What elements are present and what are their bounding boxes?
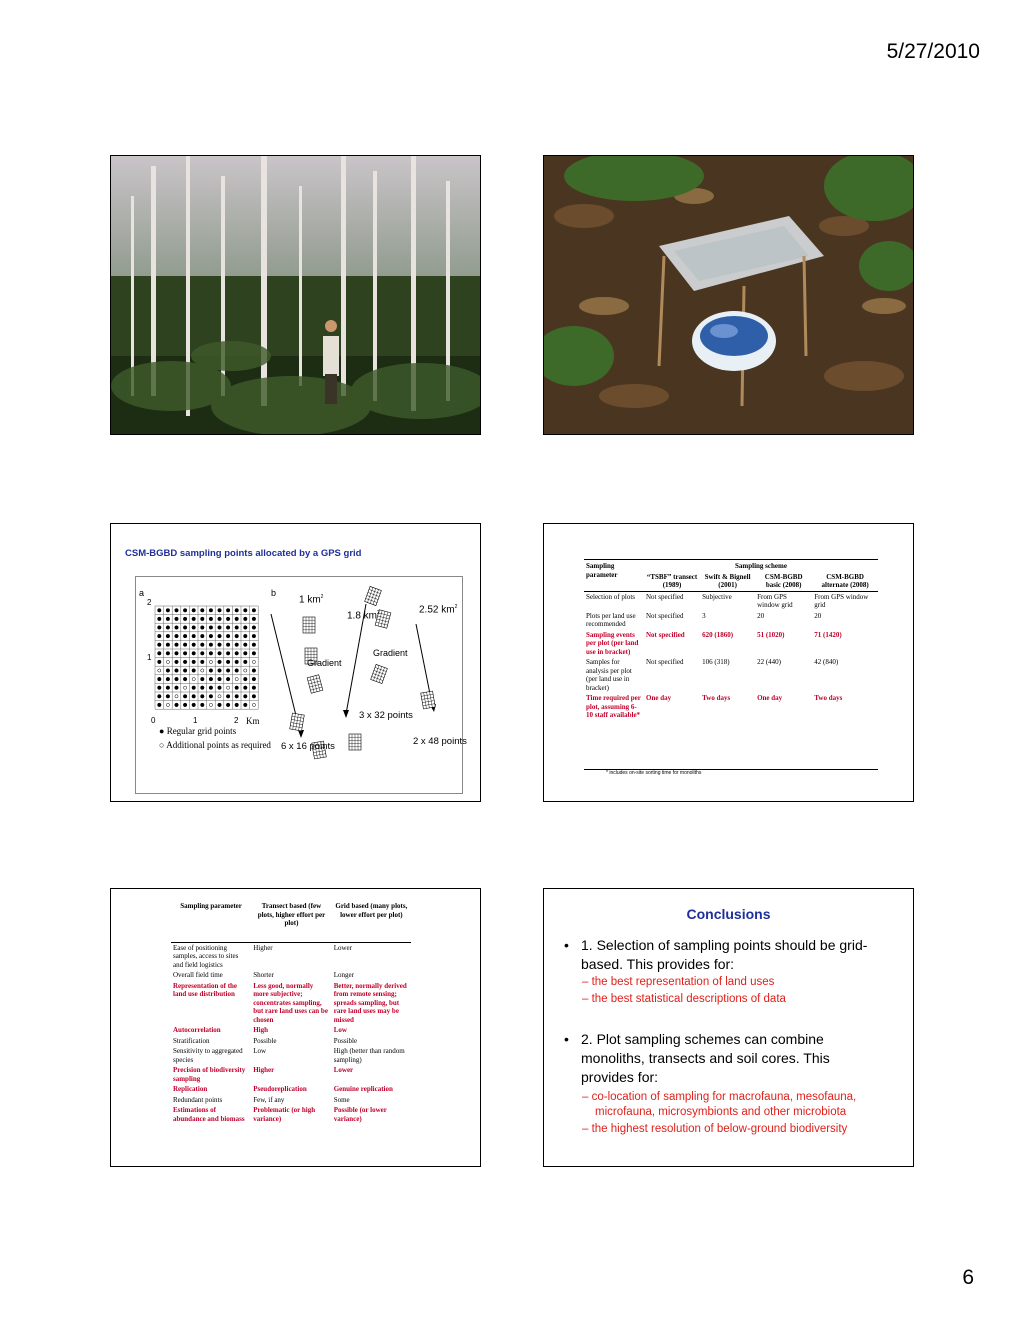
additional-point <box>227 686 230 689</box>
grid-point <box>158 643 162 647</box>
regular-grid-panel <box>155 606 258 709</box>
cell-p: Autocorrelation <box>173 1026 221 1034</box>
row-value: Subjective <box>702 592 732 601</box>
table-row <box>584 591 878 611</box>
slide-date: 5/27/2010 <box>886 40 980 63</box>
grid-point <box>192 617 196 621</box>
additional-point <box>252 703 255 706</box>
grid-point <box>226 703 230 707</box>
legend-additional: ○ Additional points as required <box>159 740 271 750</box>
gradient-label-2: Gradient <box>373 648 408 658</box>
grid-point <box>192 634 196 638</box>
table-row <box>171 1046 411 1065</box>
column-header: Sampling parameter <box>180 902 242 910</box>
grid-point <box>183 677 187 681</box>
x-tick-2: 2 <box>234 716 239 725</box>
grid-point <box>244 652 248 656</box>
slide-sampling-scheme-table <box>543 523 914 802</box>
row-value: 71 (1420) <box>814 630 842 639</box>
additional-point <box>192 678 195 681</box>
grid-point <box>226 609 230 613</box>
grid-point <box>175 609 179 613</box>
design-2x48: 2 x 48 points <box>413 736 467 747</box>
cell-b: Possible <box>333 1036 358 1045</box>
grid-point <box>183 660 187 664</box>
grid-point <box>244 634 248 638</box>
grid-point <box>226 634 230 638</box>
column-header: CSM-BGBD basic (2008) <box>764 572 803 589</box>
grid-point <box>218 634 222 638</box>
grid-point <box>166 677 170 681</box>
grid-point <box>209 652 213 656</box>
cell-a: Higher <box>253 1066 275 1074</box>
slide-forest-photo <box>110 155 481 435</box>
grid-point <box>166 643 170 647</box>
cell-b: Some <box>333 1095 350 1104</box>
row-value: 20 <box>757 611 765 620</box>
grid-point <box>209 609 213 613</box>
grid-point <box>166 695 170 699</box>
grid-point <box>244 695 248 699</box>
grid-point <box>158 686 162 690</box>
grid-point <box>218 609 222 613</box>
grid-point <box>192 626 196 630</box>
grid-point <box>192 695 196 699</box>
grid-point <box>226 677 230 681</box>
grid-point <box>218 669 222 673</box>
grid-point <box>166 669 170 673</box>
grid-point <box>175 643 179 647</box>
row-value: 51 (1020) <box>757 630 785 639</box>
grid-point <box>252 626 256 630</box>
grid-point <box>244 609 248 613</box>
cell-a: High <box>253 1026 268 1034</box>
additional-point <box>201 669 204 672</box>
cell-p: Estimations of abundance and biomass <box>173 1106 245 1123</box>
row-value: Two days <box>814 694 843 702</box>
grid-point <box>226 669 230 673</box>
grid-point <box>158 695 162 699</box>
area-1-8km: 1.8 $km^2$ <box>347 610 380 622</box>
column-header: “TSBF” transect (1989) <box>646 572 698 589</box>
grid-diagram <box>111 524 481 802</box>
column-header: CSM-BGBD alternate (2008) <box>821 572 869 589</box>
slide-conclusions: Conclusions • 1. Selection of sampling points should be grid- based. This provides for: – the best representation of land uses – the best statistical descriptions of data • 2. Plot sampling schemes can combine monoliths, transects and soil cores. This provides for: – co-location of sampling for macrofauna, mesofauna, microfauna, microsymbionts and other microbiota – the highest resolution of below-ground biodiversity <box>543 888 914 1167</box>
grid-point <box>235 643 239 647</box>
grid-point <box>158 634 162 638</box>
row-param: Sampling events per plot (per land use in bracket) <box>586 630 639 656</box>
slide-trap-photo <box>543 155 914 435</box>
cell-b: Low <box>333 1026 347 1034</box>
arrow-head <box>298 730 304 738</box>
grid-point <box>252 609 256 613</box>
grid-point <box>209 626 213 630</box>
row-value: 620 (1860) <box>702 630 734 639</box>
header-param: Sampling parameter <box>586 562 618 579</box>
row-value: One day <box>757 694 783 702</box>
grid-point <box>201 695 205 699</box>
bullet-2-sub-2: – the highest resolution of below-ground biodiversity <box>582 1123 848 1135</box>
row-value: Not specified <box>646 658 684 666</box>
grid-point <box>226 617 230 621</box>
grid-point <box>252 634 256 638</box>
sample-plot <box>365 586 382 605</box>
header-scheme: Sampling scheme <box>735 562 787 570</box>
cell-p: Precision of biodiversity sampling <box>173 1066 246 1083</box>
table-row <box>584 657 878 693</box>
grid-point <box>175 617 179 621</box>
row-value: From GPS window grid <box>814 592 869 609</box>
cell-p: Stratification <box>173 1036 210 1045</box>
cell-b: Possible (or lower variance) <box>333 1106 387 1123</box>
area-1km: 1 $km^2$ <box>299 594 324 606</box>
y-tick-1: 1 <box>147 653 152 662</box>
page-number: 6 <box>962 1266 974 1289</box>
grid-point <box>209 669 213 673</box>
grid-point <box>218 677 222 681</box>
grid-point <box>192 609 196 613</box>
cell-b: Genuine replication <box>333 1085 393 1093</box>
row-value: From GPS window grid <box>757 592 793 609</box>
grid-point <box>244 626 248 630</box>
sample-plot <box>307 675 323 694</box>
cell-p: Redundant points <box>173 1095 223 1104</box>
additional-point <box>166 703 169 706</box>
grid-point <box>166 617 170 621</box>
grid-point <box>226 660 230 664</box>
grid-point <box>218 626 222 630</box>
grid-point <box>218 660 222 664</box>
cell-p: Ease of positioning samples, access to sites and field logistics <box>173 943 239 969</box>
grid-point <box>183 703 187 707</box>
grid-point <box>252 695 256 699</box>
row-param: Samples for analysis per plot (per land use in bracket) <box>586 658 632 692</box>
table-row <box>171 1065 411 1084</box>
table-footnote: * includes on-site sorting time for monoliths <box>606 770 702 776</box>
panel-a-label: a <box>139 588 145 598</box>
grid-point <box>244 660 248 664</box>
sample-plot <box>421 691 436 709</box>
grid-point <box>244 703 248 707</box>
grid-point <box>201 609 205 613</box>
cell-b: Lower <box>333 1066 354 1074</box>
grid-point <box>252 643 256 647</box>
sample-plot <box>371 664 388 683</box>
sample-plot <box>290 713 305 731</box>
cell-b: Better, normally derived from remote sensing; spreads sampling, but rare land uses may be missed <box>333 981 407 1024</box>
table-row <box>171 1025 411 1036</box>
row-value: One day <box>646 694 672 702</box>
grid-point <box>235 652 239 656</box>
grid-point <box>175 660 179 664</box>
grid-point <box>201 652 205 656</box>
grid-point <box>183 643 187 647</box>
grid-point <box>244 677 248 681</box>
cell-b: Longer <box>333 971 354 979</box>
table-row <box>171 1095 411 1106</box>
table-top-rule <box>584 559 878 560</box>
grid-point <box>175 626 179 630</box>
grid-point <box>235 609 239 613</box>
grid-point <box>252 686 256 690</box>
comparison-table <box>171 901 411 1124</box>
grid-point <box>218 643 222 647</box>
grid-point <box>244 643 248 647</box>
grid-point <box>192 660 196 664</box>
arrow-head <box>343 710 349 718</box>
grid-point <box>158 609 162 613</box>
grid-point <box>183 695 187 699</box>
sampling-scheme-table <box>584 561 878 721</box>
grid-point <box>209 686 213 690</box>
grid-point <box>218 617 222 621</box>
grid-point <box>158 617 162 621</box>
cell-b: High (better than random sampling) <box>333 1047 405 1064</box>
row-value: Not specified <box>646 592 684 601</box>
grid-point <box>201 617 205 621</box>
row-param: Time required per plot, assuming 6-10 staff available* <box>586 694 641 719</box>
grid-point <box>244 617 248 621</box>
additional-point <box>209 660 212 663</box>
row-param: Selection of plots <box>586 592 635 601</box>
grid-point <box>158 703 162 707</box>
sample-plot <box>349 734 361 750</box>
grid-point <box>192 652 196 656</box>
table-row <box>171 1036 411 1047</box>
grid-point <box>183 626 187 630</box>
grid-point <box>201 626 205 630</box>
gradient-label-1: Gradient <box>307 658 342 668</box>
grid-point <box>218 686 222 690</box>
grid-point <box>235 660 239 664</box>
grid-point <box>209 617 213 621</box>
grid-point <box>235 695 239 699</box>
x-tick-0: 0 <box>151 716 156 725</box>
additional-point <box>209 703 212 706</box>
area-2-52km: 2.52 $km^2$ <box>419 604 458 616</box>
grid-point <box>175 677 179 681</box>
slide-comparison-table <box>110 888 481 1167</box>
grid-point <box>201 634 205 638</box>
design-3x32: 3 x 32 points <box>359 710 413 721</box>
cell-b: Lower <box>333 943 352 952</box>
cell-p: Sensitivity to aggregated species <box>173 1047 243 1064</box>
grid-point <box>201 677 205 681</box>
cell-a: Less good, normally more subjective; concentrates sampling, but rare land uses can be chosen <box>253 981 328 1024</box>
grid-point <box>158 626 162 630</box>
row-value: Not specified <box>646 611 684 620</box>
grid-point <box>192 686 196 690</box>
grid-point <box>183 617 187 621</box>
conclusions-title: Conclusions <box>686 906 771 922</box>
grid-point <box>192 643 196 647</box>
bullet-2-sub-1-cont: microfauna, microsymbionts and other microbiota <box>595 1106 847 1118</box>
grid-point <box>252 652 256 656</box>
grid-point <box>252 669 256 673</box>
pitfall-trap-photo <box>544 156 914 435</box>
grid-point <box>166 609 170 613</box>
row-value: 106 (318) <box>702 658 730 666</box>
additional-point <box>252 660 255 663</box>
cell-p: Overall field time <box>173 971 223 979</box>
grid-point <box>235 669 239 673</box>
grid-point <box>166 686 170 690</box>
cell-p: Replication <box>173 1085 208 1093</box>
grid-point <box>201 643 205 647</box>
grid-point <box>158 677 162 681</box>
grid-point <box>209 643 213 647</box>
bullet-1-sub-2: – the best statistical descriptions of data <box>582 993 786 1005</box>
table-row <box>171 942 411 970</box>
grid-point <box>175 686 179 690</box>
row-value: 22 (440) <box>757 658 782 666</box>
grid-point <box>226 643 230 647</box>
grid-point <box>201 703 205 707</box>
grid-point <box>218 703 222 707</box>
grid-point <box>166 634 170 638</box>
sample-plot <box>303 617 315 633</box>
slide-title: CSM-BGBD sampling points allocated by a GPS grid <box>125 548 362 559</box>
grid-point <box>183 609 187 613</box>
x-tick-1: 1 <box>193 716 198 725</box>
grid-point <box>252 617 256 621</box>
grid-point <box>209 695 213 699</box>
table-row <box>171 1084 411 1095</box>
column-header: Grid based (many plots, lower effort per plot) <box>335 902 408 919</box>
table-row <box>171 981 411 1026</box>
x-unit: Km <box>246 716 260 726</box>
column-header: Swift & Bignell (2001) <box>704 572 751 589</box>
grid-point <box>175 703 179 707</box>
legend-regular: ● Regular grid points <box>159 726 237 736</box>
slide-gps-grid <box>110 523 481 802</box>
table-row <box>171 1105 411 1124</box>
design-6x16: 6 x 16 points <box>281 741 335 752</box>
grid-point <box>192 669 196 673</box>
grid-point <box>192 703 196 707</box>
cell-a: Higher <box>253 943 273 952</box>
grid-point <box>183 634 187 638</box>
grid-point <box>235 686 239 690</box>
row-value: 3 <box>702 611 706 620</box>
bullet-2-sub-1: – co-location of sampling for macrofauna, mesofauna, <box>582 1091 857 1103</box>
row-value: Not specified <box>646 630 685 639</box>
cell-p: Representation of the land use distribution <box>173 981 238 998</box>
additional-point <box>184 686 187 689</box>
grid-point <box>201 660 205 664</box>
grid-point <box>209 677 213 681</box>
grid-point <box>226 652 230 656</box>
additional-point <box>166 660 169 663</box>
grid-point <box>218 652 222 656</box>
column-header: Transect based (few plots, higher effort per plot) <box>257 902 326 927</box>
table-row <box>584 693 878 721</box>
grid-point <box>183 669 187 673</box>
table-row <box>171 970 411 981</box>
additional-point <box>218 695 221 698</box>
grid-point <box>244 686 248 690</box>
cell-a: Shorter <box>253 971 274 979</box>
grid-point <box>183 652 187 656</box>
grid-point <box>158 652 162 656</box>
grid-point <box>252 677 256 681</box>
grid-point <box>235 617 239 621</box>
y-tick-2: 2 <box>147 598 152 607</box>
panel-b-label: b <box>271 588 277 598</box>
grid-point <box>235 703 239 707</box>
grid-point <box>166 652 170 656</box>
grid-point <box>158 660 162 664</box>
cell-a: Pseudoreplication <box>253 1085 307 1093</box>
grid-point <box>235 626 239 630</box>
row-value: 42 (840) <box>814 658 839 666</box>
grid-point <box>235 634 239 638</box>
grid-point <box>226 626 230 630</box>
grid-point <box>175 634 179 638</box>
additional-point <box>235 678 238 681</box>
grid-point <box>209 634 213 638</box>
grid-point <box>175 652 179 656</box>
grid-point <box>166 626 170 630</box>
grid-point <box>201 686 205 690</box>
row-value: Two days <box>702 694 731 702</box>
table-row <box>584 630 878 658</box>
cell-a: Problematic (or high variance) <box>253 1106 316 1123</box>
forest-photo <box>111 156 481 435</box>
row-param: Plots per land use recommended <box>586 611 636 628</box>
additional-point <box>158 669 161 672</box>
grid-point <box>226 695 230 699</box>
row-value: 20 <box>814 611 822 620</box>
additional-point <box>244 669 247 672</box>
table-row <box>584 611 878 630</box>
cell-a: Few, if any <box>253 1095 285 1104</box>
cell-a: Low <box>253 1047 267 1055</box>
additional-point <box>175 695 178 698</box>
grid-point <box>175 669 179 673</box>
cell-a: Possible <box>253 1036 277 1045</box>
bullet-1-sub-1: – the best representation of land uses <box>582 976 775 988</box>
